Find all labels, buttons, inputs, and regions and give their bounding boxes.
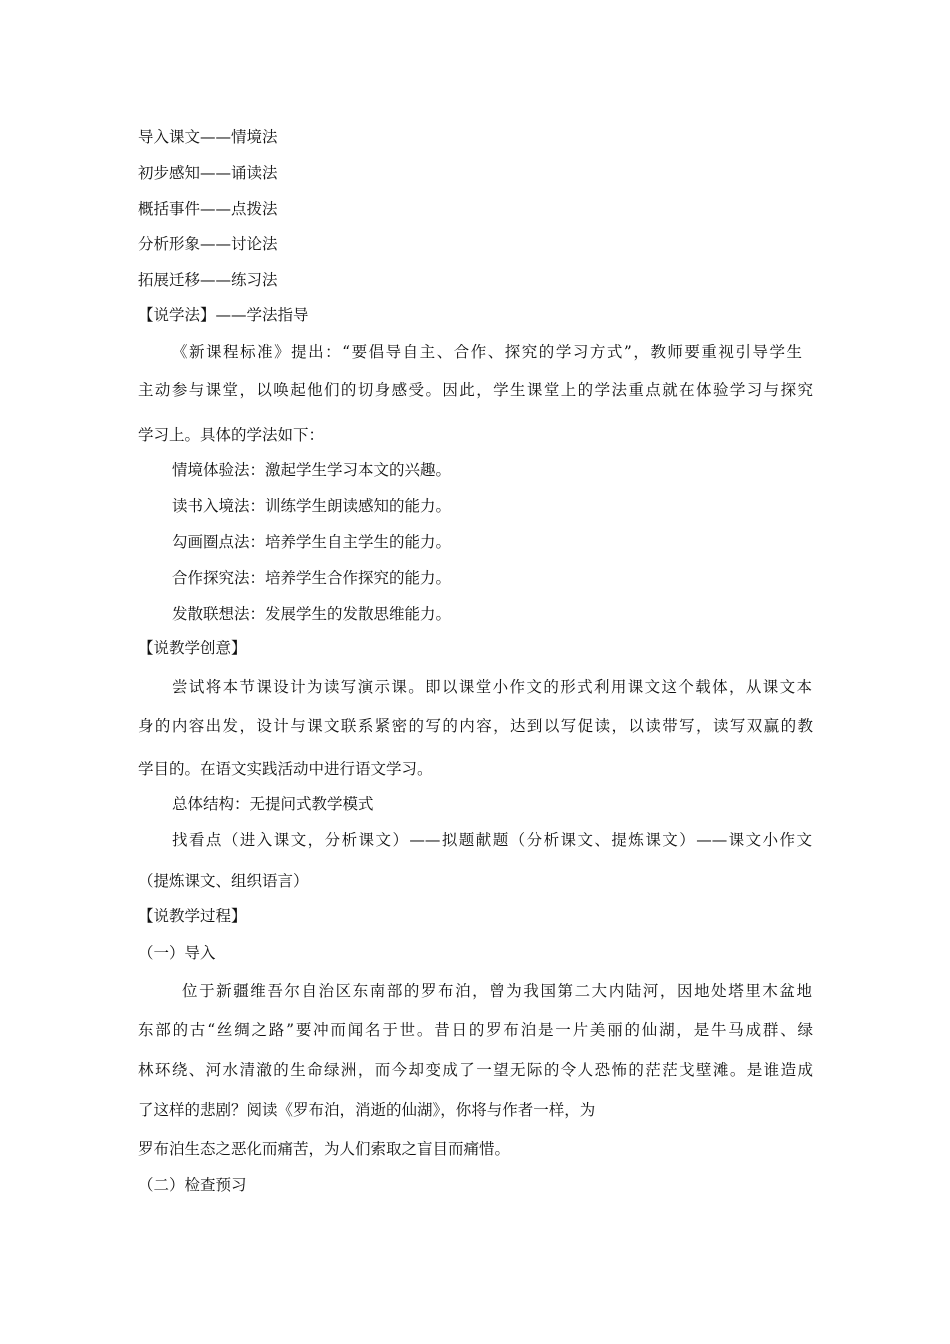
method-line: 分析形象——讨论法	[138, 235, 278, 253]
flow-line: （提炼课文、组织语言）	[138, 872, 309, 890]
paragraph-line: 主动参与课堂，以唤起他们的切身感受。因此，学生课堂上的学法重点就在体验学习与探究	[138, 381, 813, 399]
step-title: （二）检查预习	[138, 1176, 247, 1194]
structure-line: 总体结构：无提问式教学模式	[172, 795, 374, 813]
paragraph-line: 身的内容出发，设计与课文联系紧密的写的内容，达到以写促读，以读带写，读写双赢的教	[138, 717, 813, 735]
paragraph-line: 学目的。在语文实践活动中进行语文学习。	[138, 760, 433, 778]
study-item: 合作探究法：培养学生合作探究的能力。	[172, 569, 452, 587]
study-item: 情境体验法：激起学生学习本文的兴趣。	[172, 461, 452, 479]
method-line: 导入课文——情境法	[138, 128, 278, 146]
step-title: （一）导入	[138, 944, 216, 962]
paragraph-line: 林环绕、河水清澈的生命绿洲，而今却变成了一望无际的令人恐怖的茫茫戈壁滩。是谁造成	[138, 1061, 813, 1079]
section-heading-creativity: 【说教学创意】	[138, 639, 247, 657]
paragraph-line: 《新课程标准》提出：“要倡导自主、合作、探究的学习方式”，教师要重视引导学生	[172, 343, 802, 361]
study-item: 发散联想法：发展学生的发散思维能力。	[172, 605, 452, 623]
paragraph-line: 东部的古“丝绸之路”要冲而闻名于世。昔日的罗布泊是一片美丽的仙湖，是牛马成群、绿	[138, 1021, 813, 1039]
paragraph-line: 了这样的悲剧？阅读《罗布泊，消逝的仙湖》，你将与作者一样，为	[138, 1101, 596, 1119]
method-line: 拓展迁移——练习法	[138, 271, 278, 289]
study-item: 勾画圈点法：培养学生自主学生的能力。	[172, 533, 452, 551]
paragraph-line: 罗布泊生态之恶化而痛苦，为人们索取之盲目而痛惜。	[138, 1140, 511, 1158]
flow-line: 找看点（进入课文，分析课文）——拟题献题（分析课文、提炼课文）——课文小作文	[172, 831, 812, 849]
method-line: 初步感知——诵读法	[138, 164, 278, 182]
method-line: 概括事件——点拨法	[138, 200, 278, 218]
section-heading-study-method: 【说学法】——学法指导	[138, 306, 309, 324]
paragraph-line: 位于新疆维吾尔自治区东南部的罗布泊，曾为我国第二大内陆河，因地处塔里木盆地	[182, 982, 812, 1000]
study-item: 读书入境法：训练学生朗读感知的能力。	[172, 497, 452, 515]
paragraph-line: 尝试将本节课设计为读写演示课。即以课堂小作文的形式利用课文这个载体，从课文本	[172, 678, 812, 696]
section-heading-process: 【说教学过程】	[138, 907, 247, 925]
paragraph-line: 学习上。具体的学法如下：	[138, 426, 325, 444]
